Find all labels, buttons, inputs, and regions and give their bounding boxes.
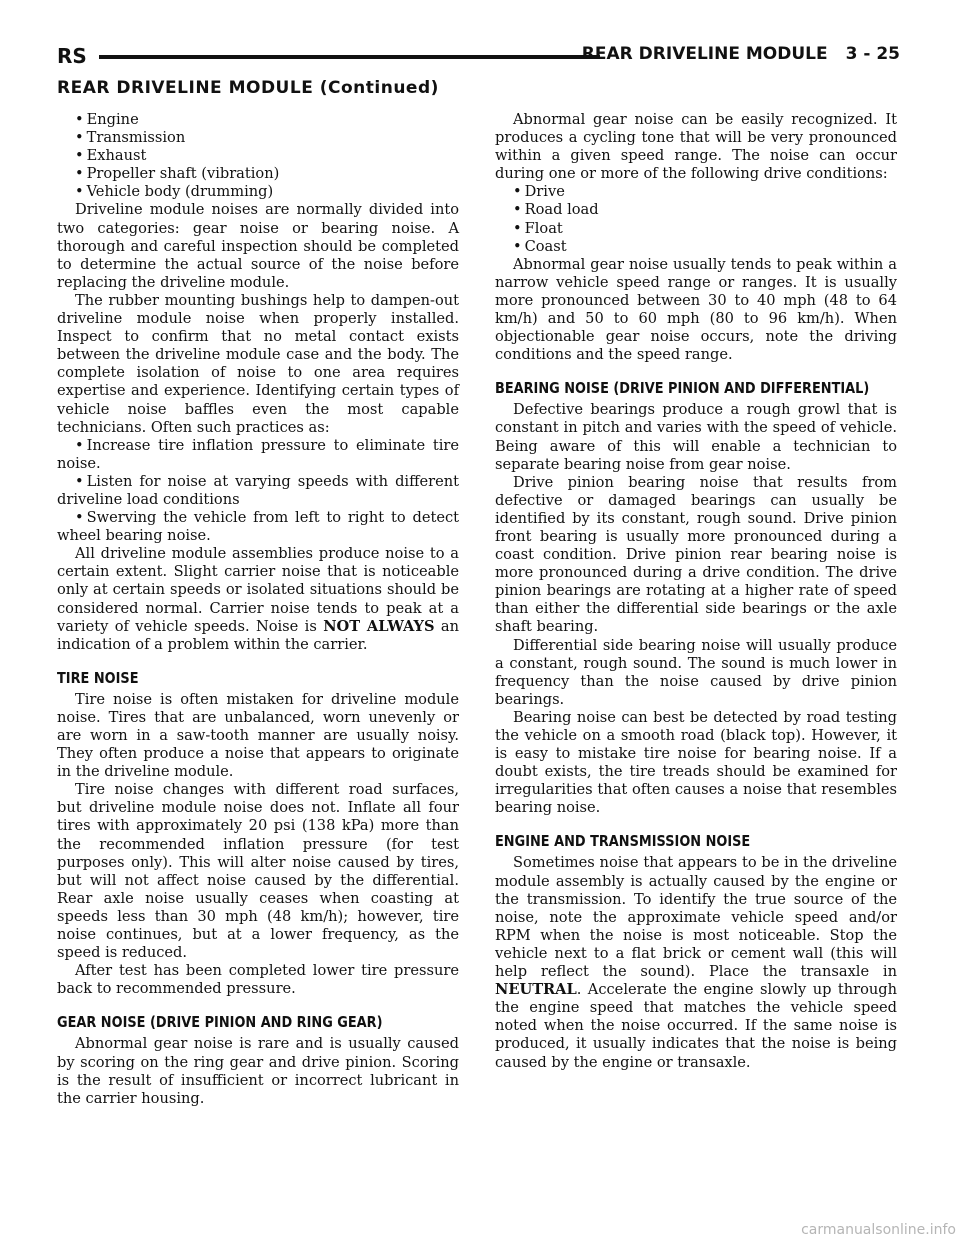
paragraph: Defective bearings produce a rough growl that is constant in pitch and varies with the speed of vehicle. Being aware of this will enable a technician to separate bearing noise from gear noise.: [495, 401, 897, 473]
emphasis-text: NOT ALWAYS: [323, 617, 435, 635]
header-title: REAR DRIVELINE MODULE: [581, 44, 828, 64]
paragraph: Bearing noise can best be detected by road testing the vehicle on a smooth road (black top). However, it is easy to mistake tire noise for bearing noise. If a doubt exists, the tire treads should be examined for irregularities that often causes a noise that resembles bearing noise.: [495, 708, 897, 817]
paragraph: [57, 545, 459, 654]
list-item: • Vehicle body (drumming): [57, 183, 459, 201]
header-section-code: RS: [57, 44, 87, 68]
paragraph: Tire noise changes with different road surfaces, but driveline module noise does not. Inflate all four tires with approximately 20 psi (138 kPa) more than the recommended inflation pressure (for test purposes only). This will alter noise caused by tires, but will not affect noise caused by the differential. Rear axle noise usually ceases when coasting at speeds less than 30 mph (48 km/h); however, tire noise continues, but at a lower frequency, as the speed is reduced.: [57, 781, 459, 962]
list-item: • Increase tire inflation pressure to eliminate tire noise.: [57, 437, 459, 473]
text-run: All driveline module assemblies produce noise to a certain extent. Slight carrier noise that is noticeable only at certain speeds or isolated situations should be considered normal. Carrier noise tends to peak at a variety of vehicle speeds. Noise is: [57, 545, 459, 635]
watermark: carmanualsonline.info: [801, 1222, 956, 1238]
paragraph: After test has been completed lower tire pressure back to recommended pressure.: [57, 962, 459, 998]
paragraph: [495, 854, 897, 1071]
list-item: • Float: [495, 220, 897, 238]
paragraph: Drive pinion bearing noise that results from defective or damaged bearings can usually be identified by its constant, rough sound. Drive pinion front bearing is usually more pronounced during a coast condition. Drive pinion rear bearing noise is more pronounced during a drive condition. The drive pinion bearings are rotating at a higher rate of speed than either the differential side bearings or the axle shaft bearing.: [495, 473, 897, 636]
text-run: an indication of a problem within the carrier.: [57, 617, 459, 653]
paragraph: Abnormal gear noise can be easily recognized. It produces a cycling tone that will be very pronounced within a given speed range. The noise can occur during one or more of the following drive conditions:: [495, 111, 897, 183]
page-header: [57, 42, 900, 76]
header-right: [582, 44, 900, 64]
list-item: • Propeller shaft (vibration): [57, 165, 459, 183]
list-item: • Transmission: [57, 129, 459, 147]
page-number: 3 - 25: [845, 44, 900, 64]
noise-source-list: [57, 111, 459, 201]
list-item: • Road load: [495, 201, 897, 219]
list-item: • Engine: [57, 111, 459, 129]
paragraph: Driveline module noises are normally divided into two categories: gear noise or bearing noise. A thorough and careful inspection should be completed to determine the actual source of the noise before replacing the driveline module.: [57, 201, 459, 291]
paragraph: Differential side bearing noise will usually produce a constant, rough sound. The sound is much lower in frequency than the noise caused by drive pinion bearings.: [495, 636, 897, 708]
text-run: Sometimes noise that appears to be in the driveline module assembly is actually caused by the engine or the transmission. To identify the true source of the noise, note the approximate vehicle speed and/or RPM when the noise is most noticeable. Stop the vehicle next to a flat brick or cement wall (this will help reflect the sound). Place the transaxle in: [495, 854, 897, 981]
left-column: [57, 111, 459, 1108]
list-item: • Coast: [495, 238, 897, 256]
paragraph: The rubber mounting bushings help to dampen-out driveline module noise when properly installed. Inspect to confirm that no metal contact exists between the driveline module case and the body. The complete isolation of noise to one area requires expertise and experience. Identifying certain types of vehicle noise baffles even the most capable technicians. Often such practices as:: [57, 291, 459, 436]
section-title: REAR DRIVELINE MODULE (Continued): [57, 78, 439, 98]
list-item: • Swerving the vehicle from left to right to detect wheel bearing noise.: [57, 509, 459, 545]
emphasis-text: NEUTRAL: [495, 981, 577, 999]
right-column: [495, 111, 897, 1072]
text-run: . Accelerate the engine slowly up through the engine speed that matches the vehicle speed noted when the noise occurred. If the same noise is produced, it usually indicates that the noise is being caused by the engine or transaxle.: [495, 981, 897, 1071]
heading-bearing-noise: BEARING NOISE (DRIVE PINION AND DIFFERENTIAL): [495, 379, 870, 398]
list-item: • Drive: [495, 183, 897, 201]
practices-list: [57, 437, 459, 546]
paragraph: Abnormal gear noise usually tends to peak within a narrow vehicle speed range or ranges. It is usually more pronounced between 30 to 40 mph (48 to 64 km/h) and 50 to 60 mph (80 to 96 km/h). When objectionable gear noise occurs, note the driving conditions and the speed range.: [495, 255, 897, 364]
list-item: • Exhaust: [57, 147, 459, 165]
header-rule: [99, 55, 600, 59]
list-item: • Listen for noise at varying speeds with different driveline load conditions: [57, 473, 459, 509]
paragraph: Tire noise is often mistaken for driveline module noise. Tires that are unbalanced, worn unevenly or are worn in a saw-tooth manner are usually noisy. They often produce a noise that appears to originate in the driveline module.: [57, 690, 459, 781]
paragraph: Abnormal gear noise is rare and is usually caused by scoring on the ring gear and drive pinion. Scoring is the result of insufficient or incorrect lubricant in the carrier housing.: [57, 1035, 459, 1107]
heading-gear-noise: GEAR NOISE (DRIVE PINION AND RING GEAR): [57, 1013, 383, 1032]
heading-tire-noise: TIRE NOISE: [57, 668, 139, 687]
drive-conditions-list: [495, 183, 897, 255]
heading-engine-noise: ENGINE AND TRANSMISSION NOISE: [495, 832, 751, 851]
